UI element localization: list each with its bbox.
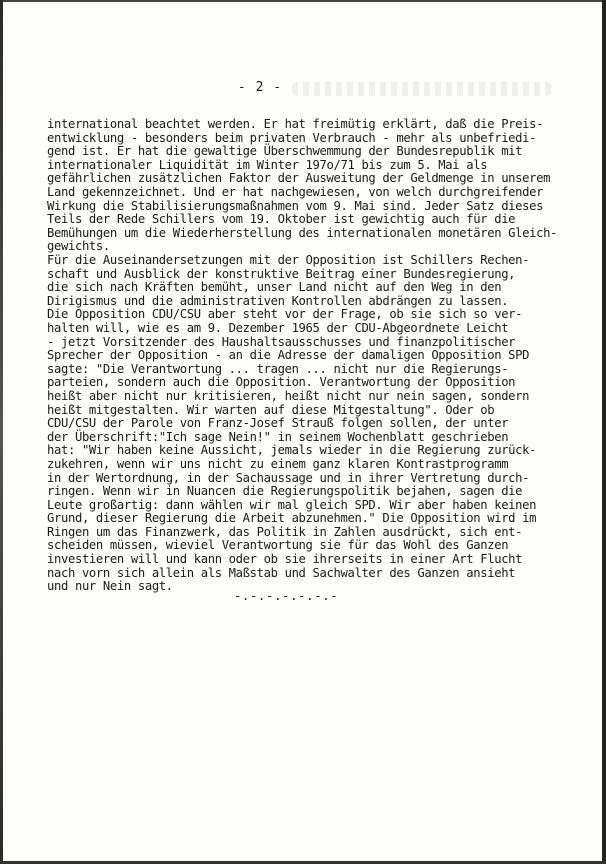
text-line: - jetzt Vorsitzender des Haushaltsausschusses und finanzpolitischer xyxy=(47,334,516,349)
text-line: schaft und Ausblick der konstruktive Beitrag einer Bundesregierung, xyxy=(47,266,516,281)
text-line: die sich nach Kräften bemüht, unser Land nicht auf den Weg in den xyxy=(47,280,502,295)
text-line: gefährlichen zusätzlichen Faktor der Ausweitung der Geldmenge in unserem xyxy=(47,171,551,186)
text-line: internationaler Liquidität im Winter 197o/71 bis zum 5. Mai als xyxy=(47,157,488,172)
text-line: Für die Auseinandersetzungen mit der Opposition ist Schillers Rechen- xyxy=(47,253,530,267)
scan-edge-right xyxy=(602,0,606,864)
text-line: in der Wertordnung, in der Sachaussage und in ihrer Vertretung durch- xyxy=(47,470,530,485)
text-line: Grund, dieser Regierung die Arbeit abzunehmen." Die Opposition wird im xyxy=(47,511,537,526)
text-line: parteien, sondern auch die Opposition. Verantwortung der Opposition xyxy=(47,375,516,390)
text-line: scheiden müssen, wieviel Verantwortung sie für das Wohl des Ganzen xyxy=(47,538,509,553)
text-line: international beachtet werden. Er hat freimütig erklärt, daß die Preis- xyxy=(47,117,544,131)
text-line: investieren will und kann oder ob sie ihrerseits in einer Art Flucht xyxy=(47,552,523,567)
text-line: der Überschrift:"Ich sage Nein!" in seinem Wochenblatt geschrieben xyxy=(47,429,509,444)
text-line: Land gekennzeichnet. Und er hat nachgewiesen, von welch durchgreifender xyxy=(47,184,544,199)
text-line: heißt aber nicht nur kritisieren, heißt nicht nur nein sagen, sondern xyxy=(47,388,530,403)
text-line: entwicklung - besonders beim privaten Verbrauch - mehr als unbefriedi- xyxy=(47,130,537,145)
scan-edge-top xyxy=(0,0,606,2)
text-line: Bemühungen um die Wiederherstellung des internationalen monetären Gleich- xyxy=(47,225,558,240)
text-line: Teils der Rede Schillers vom 19. Oktober ist gewichtig auch für die xyxy=(47,212,516,227)
text-line: gend ist. Er hat die gewaltige Überschwemmung der Bundesrepublik mit xyxy=(47,144,523,159)
text-line: halten will, wie es am 9. Dezember 1965 der CDU-Abgeordnete Leicht xyxy=(47,320,509,335)
text-line: hat: "Wir haben keine Aussicht, jemals wieder in die Regierung zurück- xyxy=(47,443,537,458)
text-line: zukehren, wenn wir uns nicht zu einem ganz klaren Kontrastprogramm xyxy=(47,456,509,471)
page-number: - 2 - xyxy=(237,80,283,95)
text-line: Ringen um das Finanzwerk, das Politik in Zahlen ausdrückt, sich ent- xyxy=(47,524,523,539)
scan-edge-left xyxy=(0,0,3,864)
text-line: und nur Nein sagt. xyxy=(47,579,173,594)
text-line: ringen. Wenn wir in Nuancen die Regierungspolitik bejahen, sagen die xyxy=(47,484,523,499)
text-line: gewichts. xyxy=(47,239,110,254)
text-line: Die Opposition CDU/CSU aber steht vor der Frage, ob sie sich so ver- xyxy=(47,307,523,322)
text-line: sagte: "Die Verantwortung ... tragen ... nicht nur die Regierungs- xyxy=(47,361,509,376)
text-line: nach vorn sich allein als Maßstab und Sachwalter des Ganzen ansieht xyxy=(47,565,516,580)
text-line: Sprecher der Opposition - an die Adresse der damaligen Opposition SPD xyxy=(47,348,530,363)
text-line: Leute großartig: dann wählen wir mal gleich SPD. Wir aber haben keinen xyxy=(47,497,537,512)
text-line: heißt mitgestalten. Wir warten auf diese Mitgestaltung". Oder ob xyxy=(47,402,495,417)
paragraph-2 xyxy=(47,254,587,594)
end-separator: -.-.-.-.-.-.- xyxy=(233,588,339,603)
text-line: Wirkung die Stabilisierungsmaßnahmen vom 9. Mai sind. Jeder Satz dieses xyxy=(47,198,544,213)
text-line: CDU/CSU der Parole von Franz-Josef Strauß folgen sollen, der unter xyxy=(47,416,509,431)
paragraph-1 xyxy=(47,118,587,254)
text-line: Dirigismus und die administrativen Kontrollen abdrängen zu lassen. xyxy=(47,293,509,308)
